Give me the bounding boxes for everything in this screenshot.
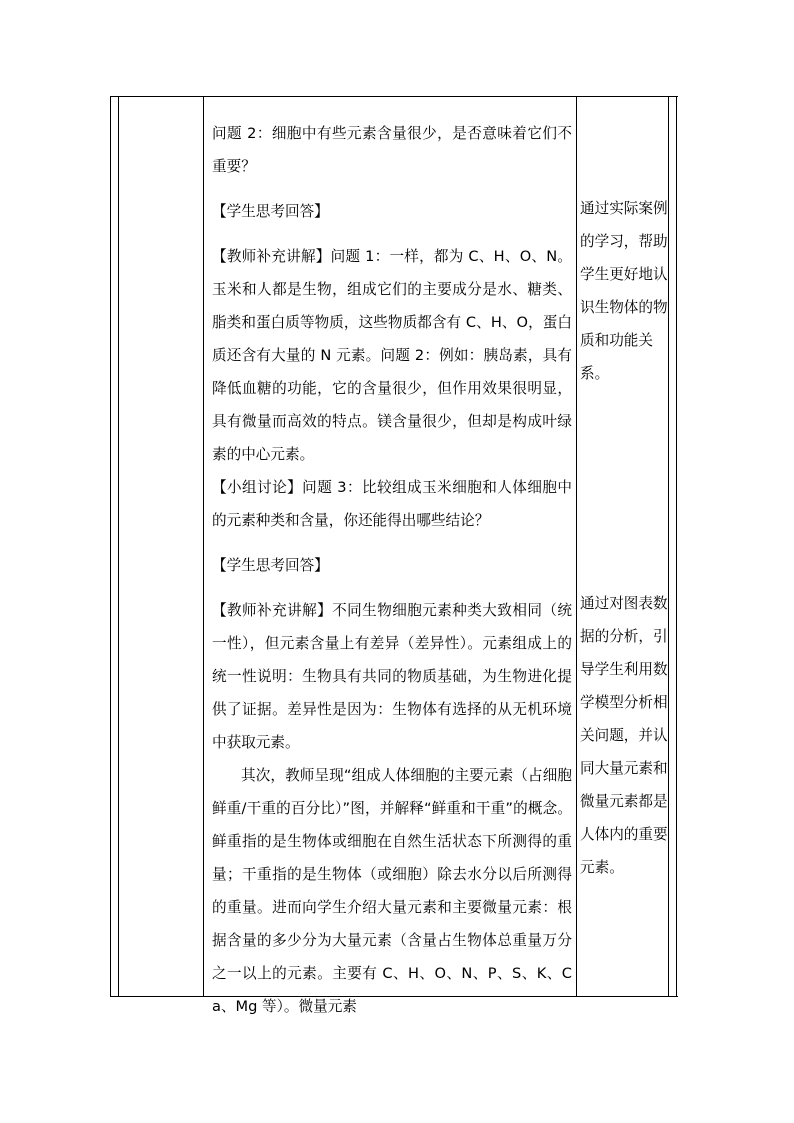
student-answer-2: 【学生思考回答】 [212, 557, 329, 574]
lesson-table [110, 96, 678, 1015]
table-border-left-inner [118, 97, 119, 996]
teaching-paragraph-3: 其次，教师呈现“组成人体细胞的主要元素（占细胞鲜重/干重的百分比）”图，并解释“鲜重和干重”的概念。鲜重指的是生物体或细胞在自然生活状态下所测得的重量；干重指的是生物体（或细胞）除去水分以后所测得的重量。进而向学生介绍大量元素和主要微量元素：根据含量的多少分为大量元素（含量占生物体总重量万分之一以上的元素。主要有 C、H、O、N、P、S、K、Ca、Mg 等）。微量元素 [212, 767, 572, 1015]
table-border-left [110, 97, 111, 996]
teaching-content-column [212, 117, 572, 1023]
note-text-1: 通过实际案例的学习，帮助学生更好地认识生物体的物质和功能关系。 [580, 200, 668, 382]
design-intent-note-2 [580, 587, 676, 884]
column-divider-2 [576, 97, 577, 996]
student-answer-1: 【学生思考回答】 [212, 203, 329, 220]
column-divider-1 [203, 97, 204, 996]
design-intent-note-1 [580, 192, 676, 390]
question-2: 问题 2：细胞中有些元素含量很少，是否意味着它们不重要？ [212, 125, 572, 175]
group-discussion: 【小组讨论】问题 3：比较组成玉米细胞和人体细胞中的元素种类和含量，你还能得出哪些结论？ [212, 479, 572, 529]
table-border-right [676, 97, 677, 996]
teacher-explanation-2: 【教师补充讲解】不同生物细胞元素种类大致相同（统一性），但元素含量上有差异（差异性）。元素组成上的统一性说明：生物具有共同的物质基础，为生物进化提供了证据。差异性是因为：生物体有选择的从无机环境中获取元素。 [212, 602, 572, 751]
teacher-explanation-1: 【教师补充讲解】问题 1：一样，都为 C、H、O、N。玉米和人都是生物，组成它们的主要成分是水、糖类、脂类和蛋白质等物质，这些物质都含有 C、H、O，蛋白质还含有大量的 N 元素。问题 2：例如：胰岛素，具有降低血糖的功能，它的含量很少，但作用效果很明显，具有微量而高效的特点。镁含量很少，但却是构成叶绿素的中心元素。 [212, 248, 572, 463]
note-text-2: 通过对图表数据的分析，引导学生利用数学模型分析相关问题，并认同大量元素和微量元素都是人体内的重要元素。 [580, 595, 668, 876]
